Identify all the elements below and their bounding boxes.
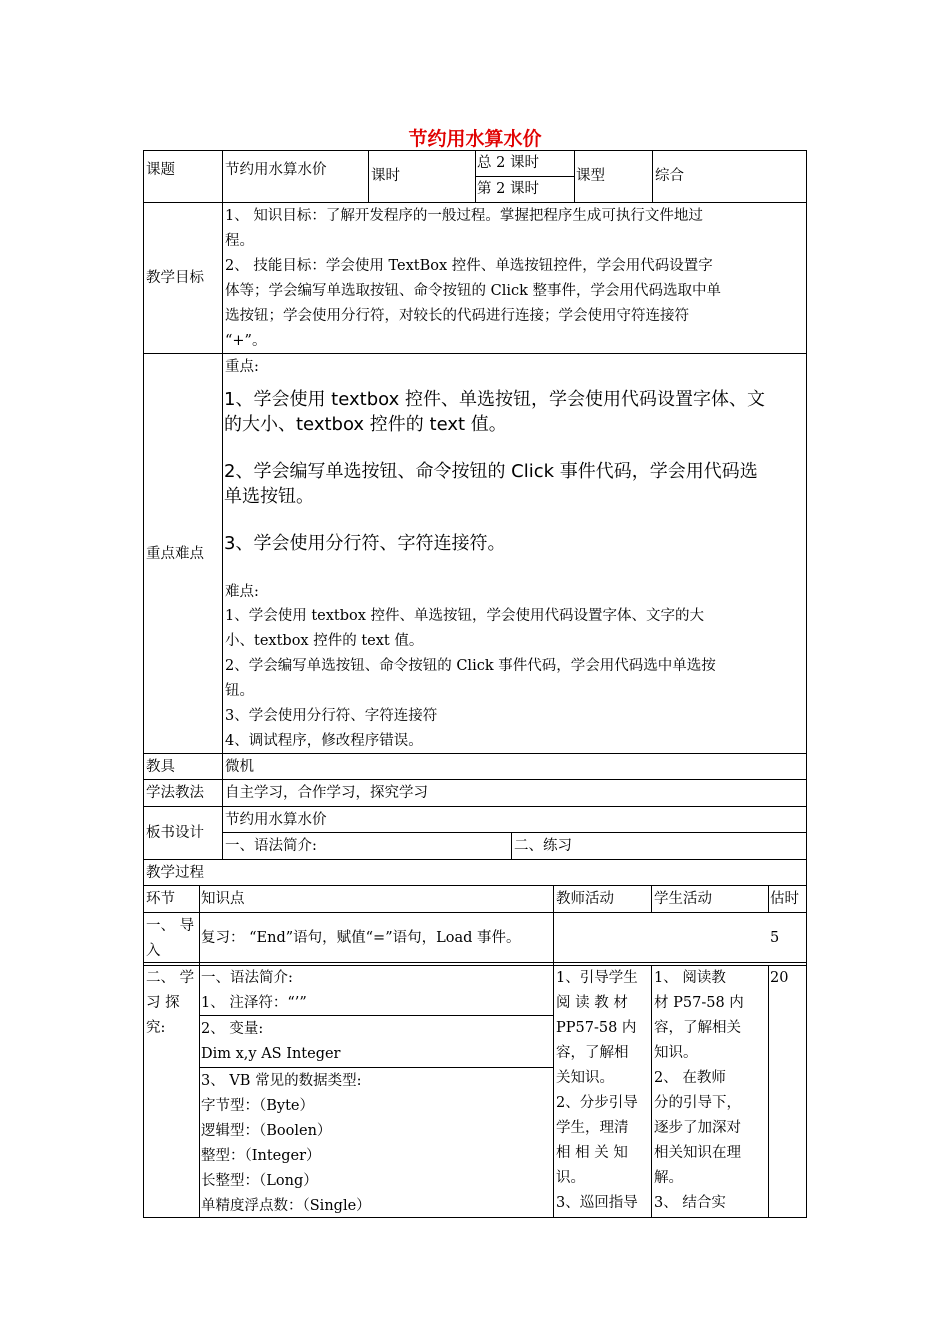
type-label: 课型 [576,168,605,184]
objectives-label: 教学目标 [146,270,204,286]
key-heading: 重点: [225,359,259,375]
tools-label: 教具 [146,759,175,775]
study-time: 20 [770,970,789,986]
intro-knowledge: 复习： “End”语句，赋值“=”语句，Load 事件。 [201,930,521,946]
process-header-student: 学生活动 [654,891,712,907]
process-header-teacher: 教师活动 [556,891,614,907]
key-points-label: 重点难点 [146,546,204,562]
document-title: 节约用水算水价 [408,128,542,150]
process-header-knowledge: 知识点 [201,891,245,907]
board-title: 节约用水算水价 [225,812,327,828]
board-label: 板书设计 [146,825,204,841]
methods-label: 学法教法 [146,785,204,801]
total-periods: 总 2 课时 [477,155,539,171]
topic-value: 节约用水算水价 [225,162,327,178]
type-value: 综合 [655,168,684,184]
difficult-heading: 难点: [225,584,259,600]
process-label: 教学过程 [146,865,204,881]
current-period: 第 2 课时 [477,181,539,197]
period-label: 课时 [371,168,400,184]
process-header-stage: 环节 [146,891,175,907]
topic-label: 课题 [146,162,175,178]
tools-value: 微机 [225,759,254,775]
process-header-time: 估时 [770,891,799,907]
board-right: 二、练习 [514,838,572,854]
methods-value: 自主学习，合作学习，探究学习 [225,785,428,801]
board-left: 一、语法简介: [225,838,317,854]
intro-time: 5 [770,930,780,946]
